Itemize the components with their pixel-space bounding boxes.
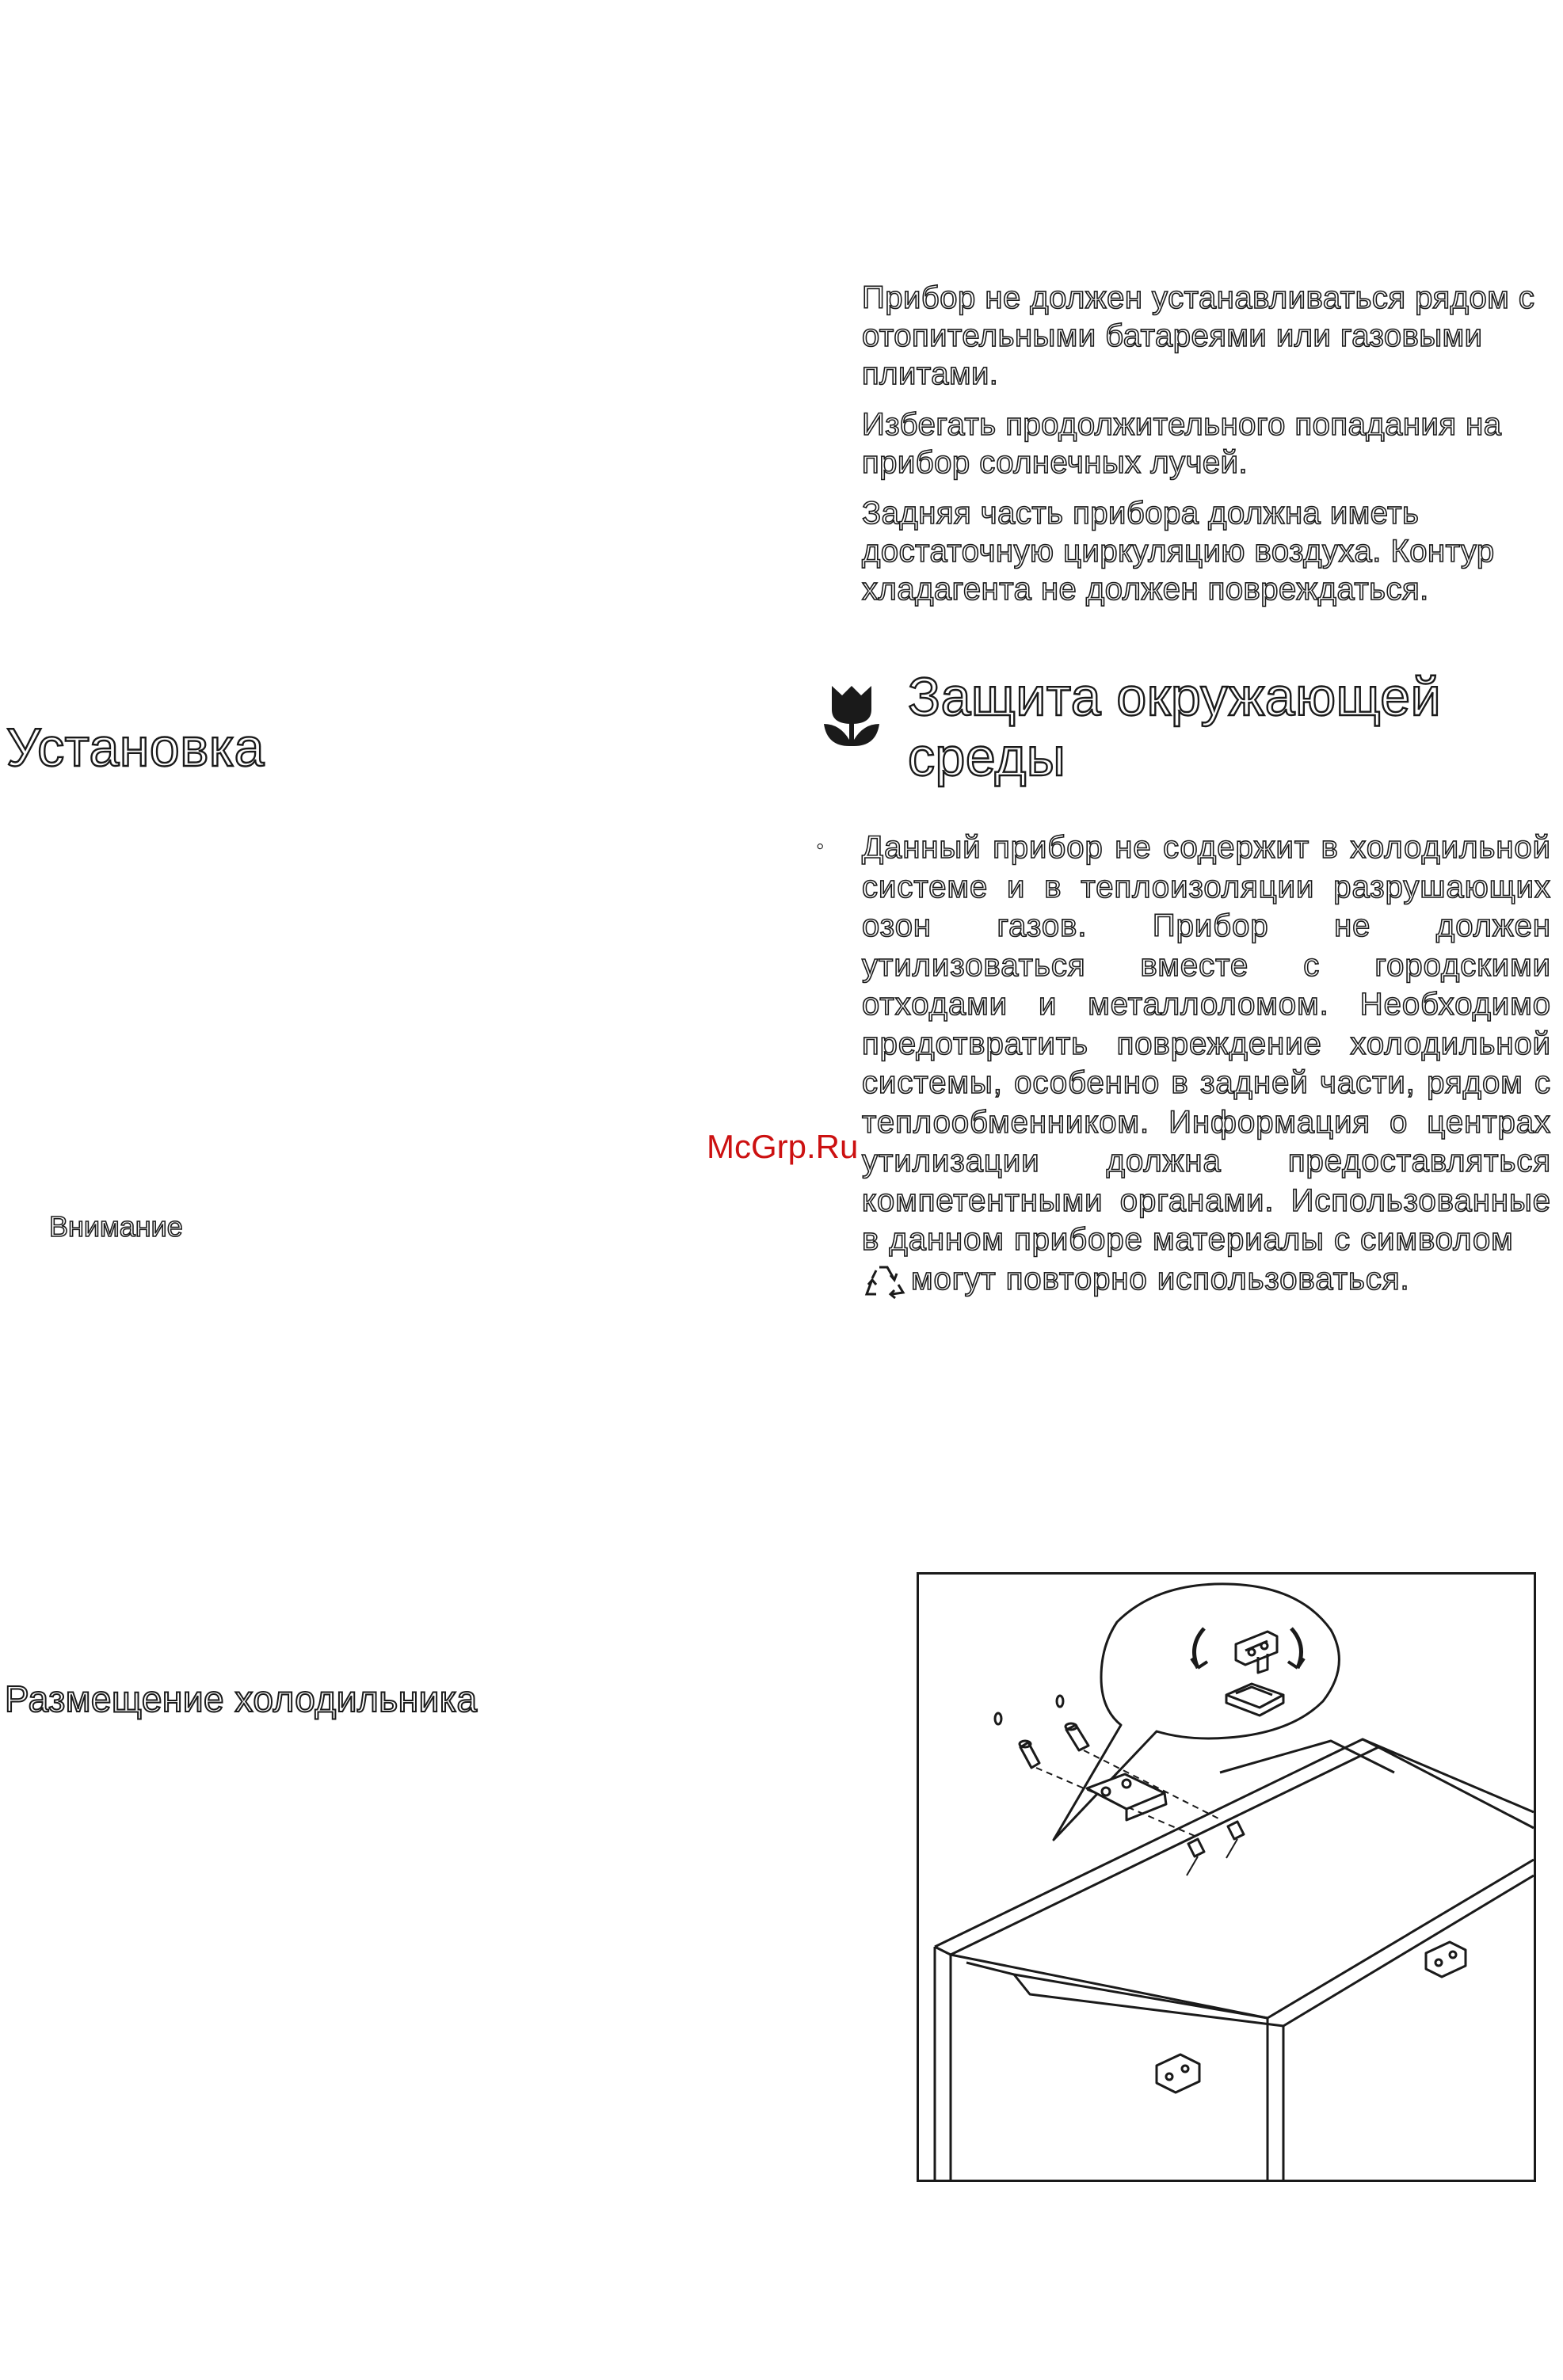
watermark: McGrp.Ru (703, 1128, 861, 1166)
env-body-main: Данный прибор не содержит в холодильной системе и в теплоизоляции разрушающих озон газов. Прибор не должен утилизоваться вместе с городскими отходами и металлоломом. Необходимо предотвратить повреждение холодильной системы, особенно в задней части, рядом с теплообменником. Информация о центрах утилизации должна предоставляться компетентными органами. Использованные в данном приборе материалы с символом (862, 830, 1551, 1257)
para-heat-sources (862, 279, 1551, 393)
env-heading-line1: Защита окружающей (908, 667, 1442, 727)
env-heading-line2: среды (908, 727, 1066, 787)
warning-label: Внимание (49, 1210, 183, 1243)
installation-diagram (919, 1575, 1534, 2180)
env-heading (908, 667, 1441, 787)
bullet-icon: ◦ (816, 833, 825, 859)
env-body-tail: могут повторно использоваться. (911, 1261, 1410, 1297)
env-body (862, 828, 1551, 1299)
para-heat-sources-text: Прибор не должен устанавливаться рядом с отопительными батареями или газовыми плитами. (862, 280, 1535, 391)
para-sunlight-text: Избегать продолжительного попадания на прибор солнечных лучей. (862, 407, 1502, 480)
installation-figure (917, 1572, 1536, 2182)
recycle-icon (862, 1262, 906, 1299)
heading-install: Установка (6, 718, 265, 778)
heading-placement: Размещение холодильника (5, 1678, 478, 1719)
para-ventilation (862, 494, 1551, 608)
para-ventilation-text: Задняя часть прибора должна иметь достаточную циркуляцию воздуха. Контур хладагента не должен повреждаться. (862, 496, 1495, 607)
para-sunlight (862, 406, 1551, 482)
tulip-icon (816, 678, 887, 749)
env-body-text (862, 828, 1551, 1299)
